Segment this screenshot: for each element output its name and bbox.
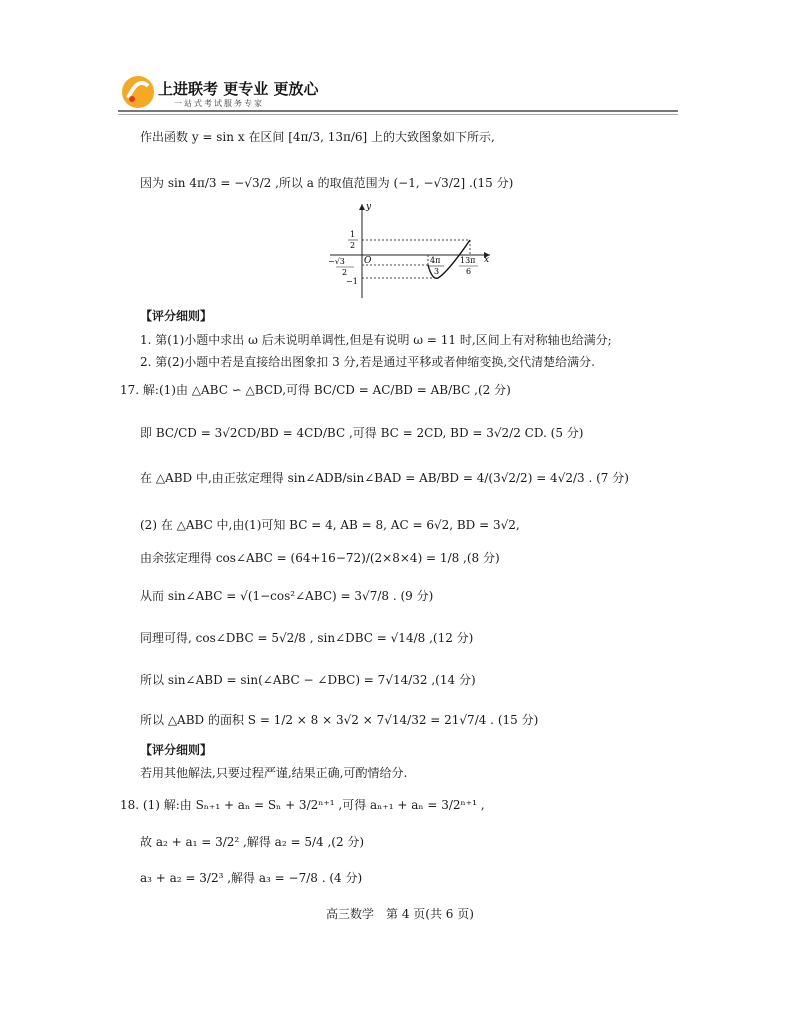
text-line: 同理可得, cos∠DBC = 5√2/8 , sin∠DBC = √14/8 ,(12 分) — [140, 631, 474, 645]
origin-label: O — [364, 256, 372, 266]
brand-name: 上进联考 更专业 更放心 — [158, 80, 319, 98]
tick-label-x2-den: 6 — [466, 267, 472, 276]
tick-label-neg-sqrt3-num: −√3 — [328, 257, 345, 266]
text-line: 18. (1) 解:由 Sₙ₊₁ + aₙ = Sₙ + 3/2ⁿ⁺¹ ,可得 aₙ₊₁ + aₙ = 3/2ⁿ⁺¹ , — [120, 798, 485, 812]
text-line: a₃ + a₂ = 3/2³ ,解得 a₃ = −7/8 . (4 分) — [140, 871, 363, 885]
tick-label-half-den: 2 — [350, 241, 356, 250]
text-line: (2) 在 △ABC 中,由(1)可知 BC = 4, AB = 8, AC = 6√2, BD = 3√2, — [140, 518, 520, 532]
y-axis-arrow — [359, 204, 365, 210]
sine-graph — [320, 200, 500, 304]
tick-label-x1-num: 4π — [430, 256, 441, 265]
text-line: 1. 第(1)小题中求出 ω 后未说明单调性,但是有说明 ω = 11 时,区间上有对称轴也给满分; — [140, 333, 612, 347]
text-line: 从而 sin∠ABC = √(1−cos²∠ABC) = 3√7/8 . (9 分) — [140, 589, 434, 603]
x-axis-label: x — [484, 255, 490, 265]
text-line: 故 a₂ + a₁ = 3/2² ,解得 a₂ = 5/4 ,(2 分) — [140, 835, 365, 849]
text-line: 17. 解:(1)由 △ABC ∽ △BCD,可得 BC/CD = AC/BD = AB/BC ,(2 分) — [120, 383, 511, 397]
brand-logo — [118, 72, 158, 112]
text-line: 在 △ABD 中,由正弦定理得 sin∠ADB/sin∠BAD = AB/BD = 4/(3√2/2) = 4√2/3 . (7 分) — [140, 471, 629, 485]
text-line: 作出函数 y = sin x 在区间 [4π/3, 13π/6] 上的大致图象如下所示, — [140, 130, 495, 144]
section-heading: 【评分细则】 — [140, 309, 213, 323]
text-line: 若用其他解法,只要过程严谨,结果正确,可酌情给分. — [140, 766, 408, 780]
tick-label-x1-den: 3 — [434, 267, 440, 276]
tick-label-neg-sqrt3-den: 2 — [342, 268, 348, 277]
tick-label-x2-num: 13π — [460, 256, 476, 265]
brand-tagline: 一站式考试服务专家 — [174, 99, 264, 108]
tick-label-neg-one: −1 — [346, 277, 358, 286]
text-line: 由余弦定理得 cos∠ABC = (64+16−72)/(2×8×4) = 1/8 ,(8 分) — [140, 551, 500, 565]
header — [118, 72, 678, 114]
text-line: 即 BC/CD = 3√2CD/BD = 4CD/BC ,可得 BC = 2CD, BD = 3√2/2 CD. (5 分) — [140, 426, 584, 440]
section-heading: 【评分细则】 — [140, 743, 213, 757]
header-rule — [118, 110, 678, 112]
text-line: 所以 △ABD 的面积 S = 1/2 × 8 × 3√2 × 7√14/32 = 21√7/4 . (15 分) — [140, 713, 539, 727]
text-line: 因为 sin 4π/3 = −√3/2 ,所以 a 的取值范围为 (−1, −√3/2] .(15 分) — [140, 176, 514, 190]
header-rule-thin — [118, 114, 678, 115]
tick-label-half-num: 1 — [350, 230, 356, 239]
sine-graph-svg — [320, 200, 500, 300]
y-axis-label: y — [366, 202, 372, 212]
text-line: 2. 第(2)小题中若是直接给出图象扣 3 分,若是通过平移或者伸缩变换,交代清楚给满分. — [140, 355, 595, 369]
page-footer: 高三数学 第 4 页(共 6 页) — [326, 907, 474, 921]
text-line: 所以 sin∠ABD = sin(∠ABC − ∠DBC) = 7√14/32 ,(14 分) — [140, 673, 476, 687]
